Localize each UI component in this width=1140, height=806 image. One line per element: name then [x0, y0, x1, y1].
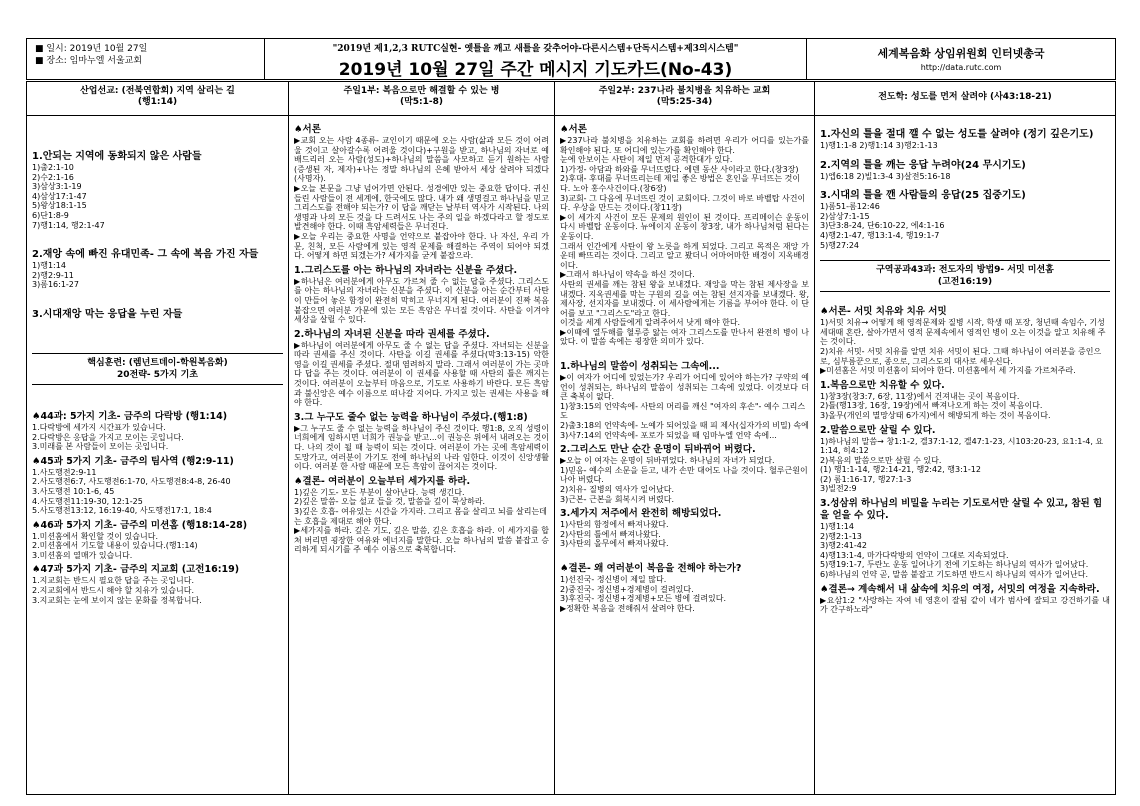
item-list [560, 520, 809, 549]
list-item: 1.다락방에 세가지 시간표가 있습니다. [32, 422, 166, 432]
list-item: 1)선진국- 정신병이 제일 많다. [560, 574, 667, 584]
paragraph: ▶이 여자가 어디에 있었는가? 우리가 어디에 있어야 하는가? 구약의 예언이 성취되는, 하나님의 말씀이 성취되는 그속에 있었다. 이것보다 더 큰 축복이 없다. [560, 373, 809, 402]
heading-line: 전도학: 성도를 먼저 살려야 (사43:18-21) [878, 92, 1052, 102]
list-item: 2)사탄의 틀에서 빠져나왔다. [560, 529, 661, 539]
conclusion-heading: ♠결론- 왜 여러분이 복음을 전해야 하는가? [560, 562, 742, 574]
org-block [807, 39, 1115, 79]
box-subtitle: 20전략- 5가지 기초 [117, 369, 198, 380]
list-item: 3.지교회는 눈에 보이지 않는 문화를 정복합니다. [32, 595, 202, 605]
list-item: 5)행19:1-7, 두란노 운동 일어나기 전에 기도하는 하나님의 역사가 일어났다. [820, 560, 1089, 570]
column-sunday-1 [289, 82, 555, 794]
list-item: 2)틀(행13장, 16장, 19장)에서 빠져나오게 하는 것이 복음이다. [820, 401, 1043, 411]
item-list [560, 466, 809, 504]
list-item: ▶미션홈은 서밋 미션홈이 되어야 한다. 미션홈에서 세 가지를 가르쳐주라. [820, 366, 1076, 376]
section-heading: 3.그 누구도 줄수 없는 능력을 하나님이 주셨다.(행1:8) [294, 411, 528, 423]
section-heading: 2.지역의 틀을 깨는 응답 누려야(24 무시기도) [820, 159, 1026, 171]
list-item: 1)믿음- 예수의 소문을 듣고, 내가 손만 대어도 나을 것이다. 혈루근원이 나아 버렸다. [560, 465, 808, 485]
list-item: 3)교회- 그 다음에 무너뜨린 것이 교회이다. 그것이 바로 바벨탑 사건이다. 우상을 만드는 것이다.(창11장) [560, 193, 806, 213]
list-item: 7)행1:14, 행2:1-47 [32, 220, 105, 230]
section-heading: 1.하나님의 말씀이 성취되는 그속에... [560, 361, 720, 373]
list-item: 1)서밋 치유→ 어떻게 해 영적문제와 질병 시작, 학생 때 포장, 청년때 속임수, 기성세대때 혼란, 살아가면서 영적 문제속에서 영적인 병이 오는 이것을 알고 치유해 주는 것이다. [820, 318, 1106, 347]
list-item: 3.사도행전 10:1-6, 45 [32, 486, 115, 496]
box-title: 구역공과43과: 전도자의 방법9- 서밋 미션홈 [876, 265, 1054, 276]
conclusion-list [294, 488, 549, 526]
list-item: 1)가정- 아담과 하와를 무너뜨렸다. 에덴 동산 사이라고 한다.(창3장) [560, 164, 799, 174]
paragraph: 사탄의 권세를 깨는 참된 왕을 보내겠다. 재앙을 막는 참된 제사장을 보내겠다. 지옥권세를 막는 구원의 길을 여는 참된 선지자를 보내겠다. 왕, 제사장, 선지자를 보내겠다. 이 세사람에게는 기름을 부어야 한다. 이 단어를 보고 "그리스도"라고 한다. [560, 279, 809, 318]
heading-ref: (막5:1-8) [399, 97, 444, 107]
section-heading: 2.말씀으로만 살릴 수 있다. [820, 424, 936, 436]
paragraph: ▶237나라 불치병을 치유하는 교회를 하려면 우리가 어디를 있는가를 확인해야 된다. 또 어디에 있는가를 확인해야 한다. [560, 136, 809, 155]
place-line: ■ 장소: 임마누엘 서울교회 [35, 56, 143, 66]
item-list [560, 402, 809, 440]
paragraph: 그래서 인간에게 사탄이 왕 노릇을 하게 되었다. 그리고 목적은 재앙 가운데 빠뜨리는 것이다. 그리고 알고 봤더니 어마어마한 배경이 지옥배경이다. [560, 241, 809, 270]
list-item: 3)행2:41-42 [820, 541, 867, 551]
column-heading [27, 82, 288, 116]
section-list [820, 392, 1110, 421]
list-item: 2.지교회에서 반드시 해야 할 치유가 있습니다. [32, 586, 194, 596]
list-item: 3)삼상3:1-19 [32, 182, 82, 192]
column-body [289, 116, 554, 559]
list-item: 3)사탄의 올무에서 빠져나왔다. [560, 539, 669, 549]
page-title: 2019년 10월 27일 주간 메시지 기도카드(No-43) [338, 60, 733, 80]
paragraph: ▶그래서 하나님이 약속을 하신 것이다. [560, 270, 695, 280]
column-heading [289, 82, 554, 116]
paragraph: ▶세가지를 하라. 깊은 기도, 깊은 말씀, 깊은 호흡을 하라. 이 세가지를 합쳐 버리면 굉장한 여유와 에너지를 말한다. 오늘 하나님의 말씀 붙잡고 승리하게 되시기를 주 예수 이름으로 축복합니다. [294, 526, 549, 555]
list-item: 2)치유- 질병의 역사가 일어났다. [560, 485, 675, 494]
paragraph: ▶정확한 복음을 전해줘서 살려야 한다. [560, 603, 695, 613]
column-heading [555, 82, 814, 116]
list-item: 5)왕상18:1-15 [32, 201, 87, 211]
paragraph: 이것을 세계 사람들에게 알려주어서 낫게 해야 한다. [560, 318, 741, 328]
list-item: 5)행27:24 [820, 240, 859, 250]
section-heading: 3.시대의 틀을 깬 사람들의 응답(25 집중기도) [820, 190, 1026, 202]
list-item: 3.미래를 본 사람들이 모이는 곳입니다. [32, 442, 169, 452]
list-item: 5.사도행전13:12, 16:19-40, 사도행전17:1, 18:4 [32, 506, 212, 516]
column-industrial-mission [27, 82, 289, 794]
list-item: 4)행2:1-47, 행13:1-4, 행19:1-7 [820, 230, 940, 240]
section-list [820, 437, 1110, 495]
list-item: 2)치유 서밋- 서밋 치유를 알면 치유 서밋이 된다. 그때 하나님이 여러분을 증인으로, 심부름꾼으로, 종으로, 그리스도의 대사로 세우신다. [820, 346, 1102, 366]
paragraph: ▶오늘 본문을 그냥 넘어가면 안된다. 성경에만 있는 중요한 답이다. 귀신들린 사람들이 전 세계에, 한국에도 많다. 내가 왜 생명걸고 하나님을 믿고 그리스도를 전해야 되는가? 이 답을 깨닫는 날부터 역사가 시작된다. 나의 생명과 나의 모든 것을 다 드려서도 나는 주의 일을 하겠다라고 할 정도로 발견해야 한다. 이때 흑암세력들은 무너진다. [294, 183, 549, 232]
conclusion-list [560, 575, 809, 604]
lesson-list [32, 532, 283, 561]
list-item: 1)행1:14 [32, 261, 66, 271]
paragraph: ▶오늘 우리는 중요한 사명을 언약으로 붙잡아야 한다. 나 자신, 우리 가문, 친척, 모든 사람에게 있는 영적 문제를 해결하는 주역이 되어야 되겠다. 어떻게 하면 되겠는가? 세가지를 굳게 붙잡으라. [294, 231, 549, 261]
intro-list [820, 318, 1110, 376]
heading-ref: (막5:25-34) [656, 97, 713, 107]
list-item: 3)단3:8-24, 단6:10-22, 에4:1-16 [820, 221, 945, 231]
list-item: 3)사7:14의 언약속에- 포로가 되었을 때 임마누엘 언약 속에... [560, 430, 777, 440]
lesson-heading: ♠45과 5가지 기초- 금주의 팀사역 (행2:9-11) [32, 455, 234, 467]
lesson-list [32, 423, 283, 452]
list-item: 1.미션홈에서 확인할 것이 있습니다. [32, 531, 158, 541]
card-header [26, 38, 1116, 80]
lesson-list [32, 576, 283, 605]
list-item: 4.사도행전11:19-30, 12:1-25 [32, 496, 143, 506]
list-item: 3)올무(개인의 멸망상태 6가지)에서 해방되게 하는 것이 복음이다. [820, 410, 1051, 420]
section-heading: 2.하나님의 자녀된 신분을 따라 권세를 주셨다. [294, 328, 490, 340]
org-name: 세계복음화 상임위원회 인터넷총국 [877, 47, 1045, 60]
lesson-heading: ♠44과: 5가지 기초- 금주의 다락방 (행1:14) [32, 410, 228, 422]
list-item: 1)롬51-롬12:46 [820, 202, 880, 212]
list-item: 2)행2:9-11 [32, 270, 74, 280]
list-item: 3)후진국- 정신병+경제병+모든 병에 걸려있다. [560, 594, 727, 604]
box-subtitle: (고전16:19) [937, 277, 993, 288]
paragraph: ▶하나님이 여러분에게 아무도 줄 수 없는 답을 주셨다. 자녀되는 신분을 따라 권세를 주신 것이다. 사탄을 이길 권세를 주셨다(막3:13-15) 악한 영을 이길 권세를 주셨다. 절대 염려하지 말라. 그래서 여러분이 가는 곳마다 답을 주는 것이다. 여러분이 이 권세를 사용할 때 사탄의 틀은 깨지는 것이다. 여러분이 오늘부터 마음으로, 기도로 사용하기 바란다. 모든 흑암과 불신앙은 예수 이름으로 떠나갈 지어다. 가지고 있는 권세는 사용을 해야 한다. [294, 340, 549, 408]
list-item: 4)행13:1-4, 마가다락방의 언약이 그대로 지속되었다. [820, 550, 1009, 560]
section-list [820, 172, 1110, 182]
section-list [32, 163, 283, 230]
list-item: 1.지교회는 반드시 필요한 답을 주는 곳입니다. [32, 576, 194, 586]
lesson-list [32, 468, 283, 516]
heading-ref: (행1:14) [137, 97, 178, 107]
list-item: (1) 행1:1-14, 행2:14-21, 행2:42, 행3:1-12 [820, 465, 981, 475]
list-item: 2)중진국- 정신병+경제병이 걸려있다. [560, 584, 694, 594]
list-item: 2)깊은 말씀- 오늘 설교 들을 것, 말씀을 깊이 묵상하라. [294, 497, 486, 507]
list-item: 2.사도행전6:7, 사도행전6:1-70, 사도행전8:4-8, 26-40 [32, 477, 231, 487]
list-item: 3)깊은 호흡- 여유있는 시간을 가지라. 그리고 몸을 살리고 뇌를 살리는데는 호흡을 제대로 해야 한다. [294, 507, 547, 526]
section-heading: 1.그리스도를 아는 하나님의 자녀라는 신분을 주셨다. [294, 264, 518, 276]
intro-heading: ♠서론 [294, 124, 321, 135]
list-item: 1)엡6:18 2)빌1:3-4 3)살전5:16-18 [820, 171, 951, 181]
list-item: 2.미션홈에서 기도할 내용이 있습니다.(행1:14) [32, 541, 198, 551]
section-heading: 1.복음으로만 치유할 수 있다. [820, 379, 945, 391]
section-heading: 1.자신의 틀을 절대 깰 수 없는 성도를 살려야 (정기 깊은기도) [820, 129, 1094, 140]
prayer-card-page [26, 38, 1116, 794]
list-item: 2.다락방은 응답을 가지고 모이는 곳입니다. [32, 432, 184, 442]
list-item: 2)삼상7:1-15 [820, 211, 870, 221]
section-list [32, 261, 283, 290]
heading-line: 주일2부: 237나라 불치병을 치유하는 교회 [598, 86, 771, 96]
column-heading [815, 82, 1115, 116]
subtitle: "2019년 제1,2,3 RUTC실현- 옛틀을 깨고 새틀을 갖추어야-다른시스템+단독시스템+제3의시스템" [332, 44, 739, 54]
heading-line: 주일1부: 복음으로만 해결할 수 있는 병 [343, 86, 500, 96]
paragraph: ▶이 세가지 사건이 모든 문제의 원인이 된 것이다. 프리메이슨 운동이 다시 바벨탑 운동이다. 뉴에이지 운동이 창3장, 내가 하나님처럼 된다는 운동이다. [560, 212, 809, 241]
list-item: 2)수2:1-16 [32, 172, 74, 182]
list-item: 1)행1:14 [820, 522, 854, 532]
list-item: (2) 롬1:16-17, 행27:1-3 [820, 474, 912, 484]
list-item: 6)하나님의 언약 곧, 말씀 붙잡고 기도하면 반드시 하나님의 역사가 일어난다. [820, 570, 1089, 580]
column-evangelism [815, 82, 1115, 794]
paragraph: 눈에 안보이는 사탄이 제일 먼저 공격한대가 있다. [560, 155, 733, 165]
list-item: 1)행1:1-8 2)행1:14 3)행2:1-13 [820, 141, 938, 150]
paragraph: ▶오늘 이 여자는 운명이 뒤바뀌었다. 하나님의 자녀가 되었다. [560, 456, 775, 466]
heading-line: 산업선교: (전북연합회) 지역 살리는 길 [80, 86, 235, 96]
content-columns [26, 81, 1116, 795]
list-item: 1)깊은 기도- 모든 부분이 살아난다. 능력 생긴다. [294, 487, 465, 497]
core-training-box [32, 353, 283, 385]
list-item: 3)빌전2:9 [820, 484, 857, 494]
title-block [265, 39, 807, 79]
column-body [27, 116, 288, 609]
list-item: 1.사도행전2:9-11 [32, 467, 97, 477]
paragraph: ▶교회 오는 사람 4종류- 교인이기 때문에 오는 사람(삶과 모든 것이 어려울 것이고 살아갈수록 어려울 것이다)+구원을 받고, 하나님의 자녀로 예배드리러 오는 사람(성도)+하나님의 말씀을 사모하고 듣기 원하는 사람(증생된 자, 제자)+나는 정말 하나님의 은혜 받아서 세상 살려야 되겠다(사명자). [294, 136, 549, 184]
list-item: 2)행2:1-13 [820, 531, 862, 541]
column-body [555, 116, 814, 617]
section-list [820, 141, 1110, 151]
section-heading: 2.그리스도 만난 순간 운명이 뒤바뀌어 버렸다. [560, 444, 756, 456]
list-item: 2)후대- 후대를 무너뜨리는데 제일 좋은 방법은 혼인을 무너뜨는 것이다. 노아 홍수사건이다.(창6장) [560, 174, 801, 193]
section-heading: 3.세가지 저주에서 완전히 해방되었다. [560, 508, 722, 520]
conclusion-heading: ♠결론- 여러분이 오늘부터 세가지를 하라. [294, 475, 471, 487]
list-item: 3.미션홈의 열매가 있습니다. [32, 550, 133, 560]
lesson-heading: ♠47과 5가지 기초- 금주의 지교회 (고전16:19) [32, 564, 240, 576]
paragraph: ▶요삼1:2 "사랑하는 자여 네 영혼이 잘됨 같이 네가 범사에 잘되고 강건하기를 내가 간구하노라" [820, 595, 1110, 615]
org-url[interactable]: http://data.rutc.com [920, 63, 1002, 72]
section-list [820, 202, 1110, 250]
list-item: 1)사탄의 함정에서 빠져나왔다. [560, 520, 669, 530]
list-item: 1)출2:1-10 [32, 163, 74, 172]
intro-heading: ♠서론- 서밋 치유와 치유 서밋 [820, 306, 947, 318]
conclusion-heading: ♠결론→ 계속해서 내 삶속에 치유의 여정, 서밋의 여정을 지속하라. [820, 583, 1100, 595]
cell-lesson-box [820, 260, 1110, 292]
column-sunday-2 [555, 82, 815, 794]
list-item: 2)출3:18의 언약속에- 노예가 되어있을 때 피 제사(십자가의 비밀) 속에 [560, 421, 809, 431]
section-list [820, 522, 1110, 580]
list-item: 4)삼상17:1-47 [32, 191, 87, 201]
section-heading: 3.시대재앙 막는 응답을 누린 자들 [32, 308, 183, 320]
date-line: ■ 일시: 2019년 10월 27일 [35, 44, 148, 54]
list-item: 1)하나님의 말씀→ 창1:1-2, 겔37:1-12, 겔47:1-23, 시103:20-23, 요1:1-4, 요1:14, 히4:12 [820, 436, 1104, 456]
paragraph: ▶하나님은 여러분에게 아무도 가르쳐 줄 수 없는 답을 주셨다. 그리스도를 아는 하나님의 자녀라는 신분을 주셨다. 이 신분을 아는 순간부터 사탄이 만들어 놓은 함정이 완전히 막히고 무너지게 된다. 여러분이 진짜 복음 붙잡으면 여러분 가문에 있는 모든 흑암은 무너질 것이다. 사탄을 이겨야 세상을 살릴 수 있다. [294, 276, 549, 325]
list-item: 3)근본- 근본을 회복시켜 버렸다. [560, 494, 675, 504]
paragraph: ▶이때에 열두해를 혈루증 앓는 여자 그리스도를 만나서 완전히 병이 나았다. 이 말씀 속에는 굉장한 의미가 있다. [560, 327, 809, 347]
date-place-block [27, 39, 265, 79]
section-heading: 1.안되는 지역에 동화되지 않은 사람들 [32, 151, 202, 162]
box-title: 핵심훈련: (렘넌트데이-학원복음화) [87, 357, 228, 368]
list-item: 1)창3장(창3:7, 6장, 11장)에서 건져내는 곳이 복음이다. [820, 391, 1020, 401]
section-heading: 3.성삼위 하나님의 비밀을 누리는 기도로서만 살릴 수 있고, 참된 힘을 얻을 수 있다. [820, 498, 1103, 522]
list-item: 6)단1:8-9 [32, 210, 69, 220]
item-list [560, 165, 809, 213]
paragraph: ▶그 누구도 줄 수 없는 능력을 하나님이 주신 것이다. 행1:8, 오직 성령이 너희에게 임하시면 너희가 권능을 받고...이 권능은 위에서 내려오는 것이다. 나의 것이 될 때 능력이 되는 것이다. 여러분이 가는 곳에 흑암세력이 도망가고, 여러분이 가기도 전에 하나님의 나라 임한다. 이것이 신앙생활이다. 여러분 한 사람 때문에 모든 흑암이 끊어지는 것이다. [294, 423, 549, 472]
section-heading: 2.재앙 속에 빠진 유대민족- 그 속에 복음 가진 자들 [32, 249, 259, 261]
list-item: 2)복음의 말씀으로만 살릴 수 있다. [820, 455, 942, 465]
column-body [815, 116, 1115, 619]
list-item: 1)창3:15의 언약속에- 사탄의 머리를 깨신 "여자의 후손"- 예수 그리스도 [560, 401, 806, 421]
list-item: 3)롬16:1-27 [32, 280, 79, 290]
lesson-heading: ♠46과 5가지 기초- 금주의 미션홈 (행18:14-28) [32, 519, 248, 531]
intro-heading: ♠서론 [560, 124, 587, 135]
